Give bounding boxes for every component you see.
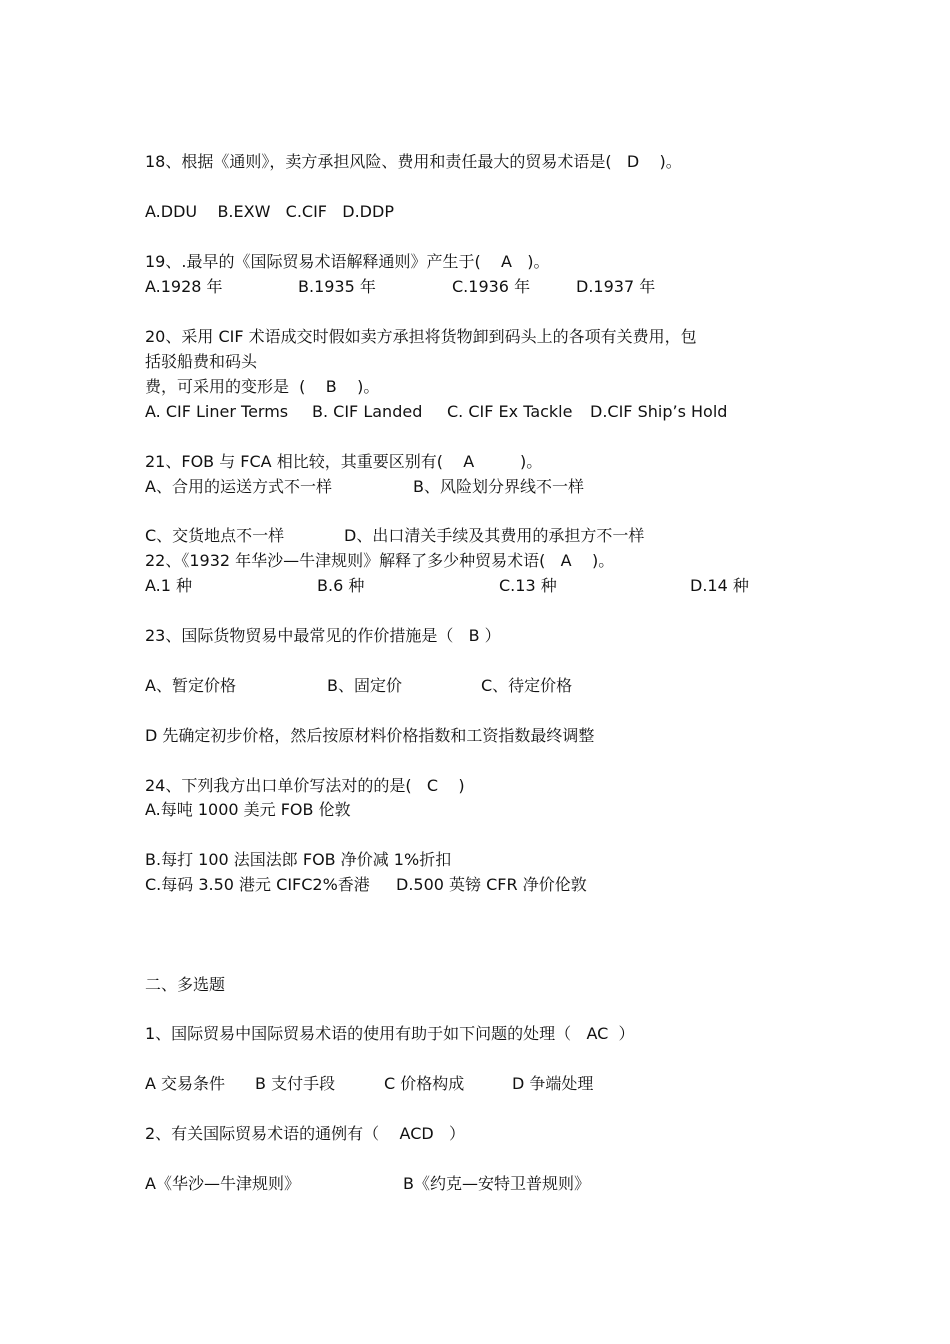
q20-options <box>145 401 845 423</box>
q21-options-row2 <box>145 525 845 547</box>
q22-option-b: B.6 种 <box>317 576 365 595</box>
q24-options-row3 <box>145 874 845 896</box>
q20-text-line1: 20、采用 CIF 术语成交时假如卖方承担将货物卸到码头上的各项有关费用，包 <box>145 327 697 346</box>
m1-option-c: C 价格构成 <box>384 1074 465 1093</box>
q22-text: 22、《1932 年华沙—牛津规则》解释了多少种贸易术语( A )。 <box>145 551 615 570</box>
m1-option-d: D 争端处理 <box>512 1074 594 1093</box>
m2-option-a: A《华沙—牛津规则》 <box>145 1174 300 1193</box>
m2-option-b: B《约克—安特卫普规则》 <box>403 1174 590 1193</box>
q24-option-c: C.每码 3.50 港元 CIFC2%香港 <box>145 875 370 894</box>
q21-option-c: C、交货地点不一样 <box>145 526 285 545</box>
q21-option-a: A、合用的运送方式不一样 <box>145 477 332 496</box>
q23-option-b: B、固定价 <box>327 676 402 695</box>
q22-options <box>145 575 845 597</box>
m2-options <box>145 1173 845 1195</box>
q23-text: 23、国际货物贸易中最常见的作价措施是（ B ） <box>145 626 501 645</box>
q20-option-d: D.CIF Ship’s Hold <box>590 402 728 421</box>
q20-option-c: C. CIF Ex Tackle <box>447 402 573 421</box>
q21-option-d: D、出口清关手续及其费用的承担方不一样 <box>344 526 645 545</box>
q22-option-c: C.13 种 <box>499 576 557 595</box>
m1-options <box>145 1073 845 1095</box>
q23-option-c: C、待定价格 <box>481 676 573 695</box>
q20-option-b: B. CIF Landed <box>312 402 423 421</box>
q24-text: 24、下列我方出口单价写法对的的是( C ) <box>145 776 465 795</box>
q23-options-row1 <box>145 675 845 697</box>
m1-text: 1、国际贸易中国际贸易术语的使用有助于如下问题的处理（ AC ） <box>145 1024 635 1043</box>
q18-text: 18、根据《通则》，卖方承担风险、费用和责任最大的贸易术语是( D )。 <box>145 152 682 171</box>
section-title-multiple-choice: 二、多选题 <box>145 975 226 994</box>
q21-options-row1 <box>145 476 845 498</box>
q20-text-line2: 括驳船费和码头 <box>145 352 258 371</box>
q19-option-a: A.1928 年 <box>145 277 223 296</box>
q22-option-d: D.14 种 <box>690 576 749 595</box>
m2-text: 2、有关国际贸易术语的通例有（ ACD ） <box>145 1124 465 1143</box>
q21-text: 21、FOB 与 FCA 相比较，其重要区别有( A )。 <box>145 452 543 471</box>
q23-option-a: A、暂定价格 <box>145 676 236 695</box>
q19-options <box>145 276 845 298</box>
q24-option-b: B.每打 100 法国法郎 FOB 净价减 1%折扣 <box>145 850 452 869</box>
m1-option-a: A 交易条件 <box>145 1074 226 1093</box>
q19-option-d: D.1937 年 <box>576 277 656 296</box>
q19-option-c: C.1936 年 <box>452 277 531 296</box>
q19-text: 19、.最早的《国际贸易术语解释通则》产生于( A )。 <box>145 252 550 271</box>
q19-option-b: B.1935 年 <box>298 277 376 296</box>
q20-option-a: A. CIF Liner Terms <box>145 402 289 421</box>
q23-option-d: D 先确定初步价格，然后按原材料价格指数和工资指数最终调整 <box>145 726 595 745</box>
q24-option-d: D.500 英镑 CFR 净价伦敦 <box>396 875 587 894</box>
q20-text-line3: 费，可采用的变形是 ( B )。 <box>145 377 380 396</box>
q22-option-a: A.1 种 <box>145 576 193 595</box>
q21-option-b: B、风险划分界线不一样 <box>413 477 584 496</box>
m1-option-b: B 支付手段 <box>255 1074 336 1093</box>
q24-option-a: A.每吨 1000 美元 FOB 伦敦 <box>145 800 351 819</box>
q18-options: A.DDU B.EXW C.CIF D.DDP <box>145 202 394 221</box>
